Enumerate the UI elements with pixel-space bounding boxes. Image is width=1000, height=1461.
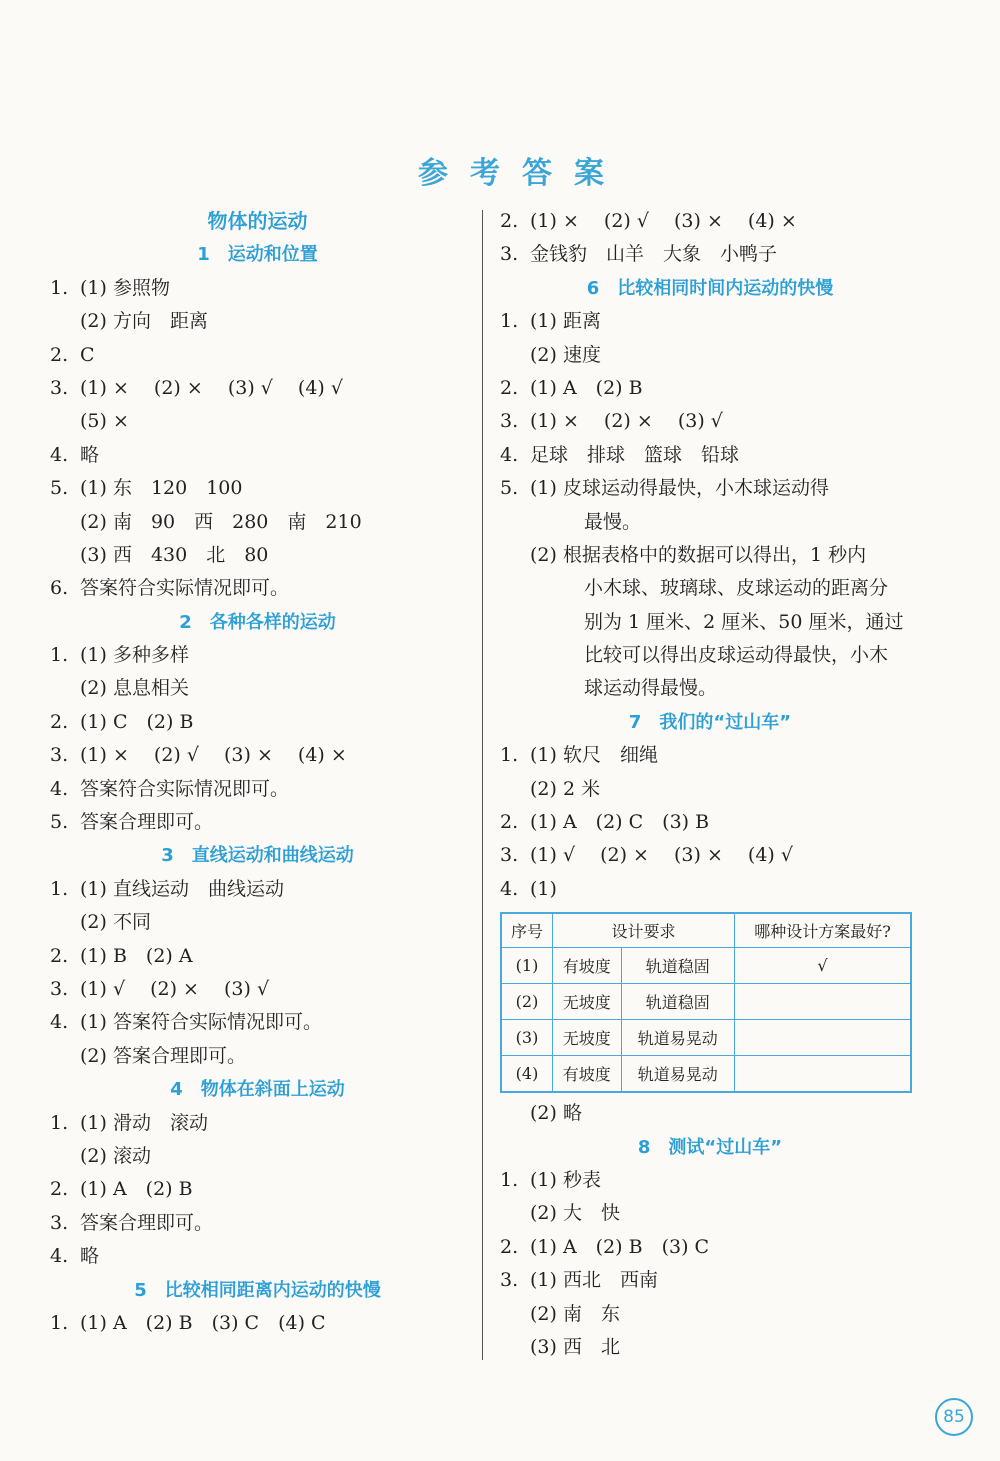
answer-line: 2. (1) × (2) √ (3) × (4) × xyxy=(500,210,797,232)
section-heading-3: 3 直线运动和曲线运动 xyxy=(161,845,354,867)
answer-line: 2. (1) B (2) A xyxy=(50,944,193,967)
answer-line: (2) 不同 xyxy=(80,911,151,934)
answer-line: (2) 略 xyxy=(530,1102,582,1125)
section-heading-4: 4 物体在斜面上运动 xyxy=(170,1079,345,1101)
answer-line: 1. (1) 参照物 xyxy=(50,276,170,299)
table-cell: 无坡度 xyxy=(553,1020,622,1056)
section-heading-1: 1 运动和位置 xyxy=(197,244,318,266)
table-cell xyxy=(735,1056,912,1093)
answer-line: 5. (1) 皮球运动得最快，小木球运动得 xyxy=(500,477,829,500)
answer-line: (2) 大 快 xyxy=(530,1202,620,1225)
answer-line: 3. (1) × (2) √ (3) × (4) × xyxy=(50,744,347,767)
answer-line: (3) 西 430 北 80 xyxy=(80,543,269,566)
section-heading-8: 8 测试“过山车” xyxy=(637,1136,783,1158)
section-heading-7: 7 我们的“过山车” xyxy=(628,711,792,733)
answer-line: (2) 滚动 xyxy=(80,1144,151,1167)
answer-line: 4. (1) 答案符合实际情况即可。 xyxy=(50,1011,322,1034)
answer-line: 3. (1) 西北 西南 xyxy=(500,1269,658,1292)
table-cell: 轨道稳固 xyxy=(621,984,734,1020)
answer-line: 3. (1) × (2) × (3) √ (4) √ xyxy=(50,376,343,399)
table-cell: 有坡度 xyxy=(553,948,622,984)
answer-line: (2) 南 东 xyxy=(530,1302,620,1325)
answer-line: 2. (1) A (2) B xyxy=(50,1178,193,1201)
answer-line: 球运动得最慢。 xyxy=(584,677,718,700)
answer-line: (2) 根据表格中的数据可以得出，1 秒内 xyxy=(530,543,867,566)
answer-line: (2) 2 米 xyxy=(530,777,601,800)
table-cell: 无坡度 xyxy=(553,984,622,1020)
answer-line: 4. 足球 排球 篮球 铅球 xyxy=(500,443,740,466)
answer-line: 2. (1) A (2) B xyxy=(500,376,643,399)
answer-line: 3. 答案合理即可。 xyxy=(50,1211,214,1234)
table-header: 设计要求 xyxy=(553,913,735,948)
table-cell xyxy=(735,984,912,1020)
table-cell: (1) xyxy=(501,948,553,984)
table-cell: (2) xyxy=(501,984,553,1020)
section-heading-6: 6 比较相同时间内运动的快慢 xyxy=(586,277,834,299)
table-cell: 轨道易晃动 xyxy=(621,1056,734,1093)
design-table xyxy=(500,912,912,1093)
answer-line: 3. (1) × (2) × (3) √ xyxy=(500,410,723,433)
answer-line: (2) 速度 xyxy=(530,343,601,366)
answer-line: 1. (1) 距离 xyxy=(500,310,601,333)
section-heading-5: 5 比较相同距离内运动的快慢 xyxy=(134,1279,381,1301)
right-column xyxy=(500,205,920,1364)
table-cell xyxy=(735,1020,912,1056)
answer-line: (2) 方向 距离 xyxy=(80,310,208,333)
answer-line: 1. (1) 直线运动 曲线运动 xyxy=(50,877,284,900)
answer-line: 6. 答案符合实际情况即可。 xyxy=(50,577,290,600)
answer-line: 1. (1) 软尺 细绳 xyxy=(500,744,658,767)
answer-line: 2. (1) C (2) B xyxy=(50,710,194,733)
answer-line: 4. 略 xyxy=(50,1245,100,1268)
answer-line: 小木球、玻璃球、皮球运动的距离分 xyxy=(584,577,889,600)
answer-line: 5. 答案合理即可。 xyxy=(50,811,214,834)
table-cell: 有坡度 xyxy=(553,1056,622,1093)
answer-line: (5) × xyxy=(80,410,129,433)
answer-line: 1. (1) A (2) B (3) C (4) C xyxy=(50,1311,326,1334)
answer-line: 4. 答案符合实际情况即可。 xyxy=(50,777,290,800)
table-cell: 轨道稳固 xyxy=(621,948,734,984)
answer-line: 1. (1) 多种多样 xyxy=(50,644,189,667)
page-number: 85 xyxy=(935,1398,973,1436)
answer-line: 4. (1) xyxy=(500,877,557,900)
table-row xyxy=(501,1020,911,1056)
table-header: 序号 xyxy=(501,913,553,948)
answer-line: 4. 略 xyxy=(50,443,100,466)
answer-line: 2. (1) A (2) C (3) B xyxy=(500,811,710,834)
answer-line: 5. (1) 东 120 100 xyxy=(50,477,243,500)
table-cell: √ xyxy=(735,948,912,984)
answer-line: 最慢。 xyxy=(584,510,642,533)
page-title: 参考答案 xyxy=(418,156,626,191)
answer-line: 3. 金钱豹 山羊 大象 小鸭子 xyxy=(500,243,778,266)
section-heading-2: 2 各种各样的运动 xyxy=(179,611,336,633)
column-divider xyxy=(482,210,483,1360)
left-column xyxy=(50,205,465,1340)
answer-line: (2) 南 90 西 280 南 210 xyxy=(80,510,362,533)
table-row xyxy=(501,1056,911,1093)
table-row xyxy=(501,984,911,1020)
answer-line: 3. (1) √ (2) × (3) × (4) √ xyxy=(500,844,793,867)
answer-line: 2. (1) A (2) B (3) C xyxy=(500,1235,710,1258)
table-cell: (4) xyxy=(501,1056,553,1093)
answer-line: 比较可以得出皮球运动得最快，小木 xyxy=(584,644,889,667)
answer-line: 1. (1) 秒表 xyxy=(500,1168,601,1191)
table-row xyxy=(501,948,911,984)
answer-line: (2) 答案合理即可。 xyxy=(80,1044,246,1067)
answer-line: (2) 息息相关 xyxy=(80,677,189,700)
unit-title: 物体的运动 xyxy=(207,209,308,233)
answer-line: 2. C xyxy=(50,343,95,366)
table-cell: 轨道易晃动 xyxy=(621,1020,734,1056)
answer-line: 3. (1) √ (2) × (3) √ xyxy=(50,977,270,1000)
table-header-row xyxy=(501,913,911,948)
answer-line: 别为 1 厘米、2 厘米、50 厘米，通过 xyxy=(584,610,904,633)
answer-line: 1. (1) 滑动 滚动 xyxy=(50,1111,208,1134)
table-header: 哪种设计方案最好? xyxy=(735,913,912,948)
answer-line: (3) 西 北 xyxy=(530,1335,620,1358)
table-cell: (3) xyxy=(501,1020,553,1056)
